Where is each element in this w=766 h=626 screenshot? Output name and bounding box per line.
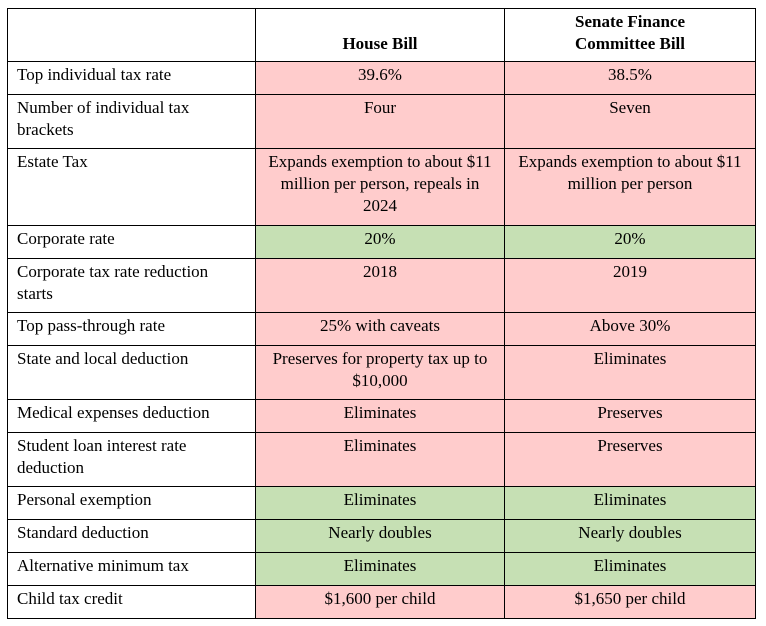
table-row <box>8 226 756 259</box>
row-label: Top pass-through rate <box>8 313 256 346</box>
senate-bill-cell: 38.5% <box>505 62 756 95</box>
house-bill-cell: Four <box>256 95 505 149</box>
senate-bill-cell: Above 30% <box>505 313 756 346</box>
table-row <box>8 400 756 433</box>
senate-bill-cell: Eliminates <box>505 346 756 400</box>
header-house-bill: House Bill <box>256 9 505 62</box>
house-bill-cell: 39.6% <box>256 62 505 95</box>
header-row <box>8 9 756 62</box>
row-label: Standard deduction <box>8 520 256 553</box>
header-senate-line1: Senate Finance <box>574 12 686 31</box>
tax-bill-comparison-table <box>7 8 756 619</box>
row-label: Corporate tax rate reduction starts <box>8 259 256 313</box>
house-bill-cell: Expands exemption to about $11 million per person, repeals in 2024 <box>256 149 505 226</box>
senate-bill-cell: Preserves <box>505 400 756 433</box>
house-bill-cell: Nearly doubles <box>256 520 505 553</box>
house-bill-cell: Eliminates <box>256 400 505 433</box>
row-label: Child tax credit <box>8 586 256 619</box>
senate-bill-cell: 2019 <box>505 259 756 313</box>
header-senate-bill <box>505 9 756 62</box>
row-label: Alternative minimum tax <box>8 553 256 586</box>
senate-bill-cell: Seven <box>505 95 756 149</box>
house-bill-cell: Preserves for property tax up to $10,000 <box>256 346 505 400</box>
row-label: Estate Tax <box>8 149 256 226</box>
row-label: Medical expenses deduction <box>8 400 256 433</box>
table-row <box>8 313 756 346</box>
senate-bill-cell: Preserves <box>505 433 756 487</box>
senate-bill-cell: 20% <box>505 226 756 259</box>
house-bill-cell: 20% <box>256 226 505 259</box>
row-label: Number of individual tax brackets <box>8 95 256 149</box>
row-label: Personal exemption <box>8 487 256 520</box>
table-row <box>8 553 756 586</box>
table-row <box>8 487 756 520</box>
house-bill-cell: Eliminates <box>256 433 505 487</box>
senate-bill-cell: Eliminates <box>505 553 756 586</box>
row-label: State and local deduction <box>8 346 256 400</box>
table-row <box>8 149 756 226</box>
house-bill-cell: Eliminates <box>256 553 505 586</box>
house-bill-cell: Eliminates <box>256 487 505 520</box>
table-row <box>8 433 756 487</box>
table-row <box>8 586 756 619</box>
comparison-table-container <box>7 8 756 619</box>
table-row <box>8 95 756 149</box>
senate-bill-cell: $1,650 per child <box>505 586 756 619</box>
senate-bill-cell: Nearly doubles <box>505 520 756 553</box>
senate-bill-cell: Eliminates <box>505 487 756 520</box>
table-row <box>8 259 756 313</box>
house-bill-cell: $1,600 per child <box>256 586 505 619</box>
row-label: Top individual tax rate <box>8 62 256 95</box>
header-empty-cell <box>8 9 256 62</box>
row-label: Student loan interest rate deduction <box>8 433 256 487</box>
row-label: Corporate rate <box>8 226 256 259</box>
house-bill-cell: 2018 <box>256 259 505 313</box>
table-row <box>8 62 756 95</box>
senate-bill-cell: Expands exemption to about $11 million per person <box>505 149 756 226</box>
house-bill-cell: 25% with caveats <box>256 313 505 346</box>
table-row <box>8 520 756 553</box>
header-senate-line2: Committee Bill <box>575 34 685 53</box>
table-row <box>8 346 756 400</box>
